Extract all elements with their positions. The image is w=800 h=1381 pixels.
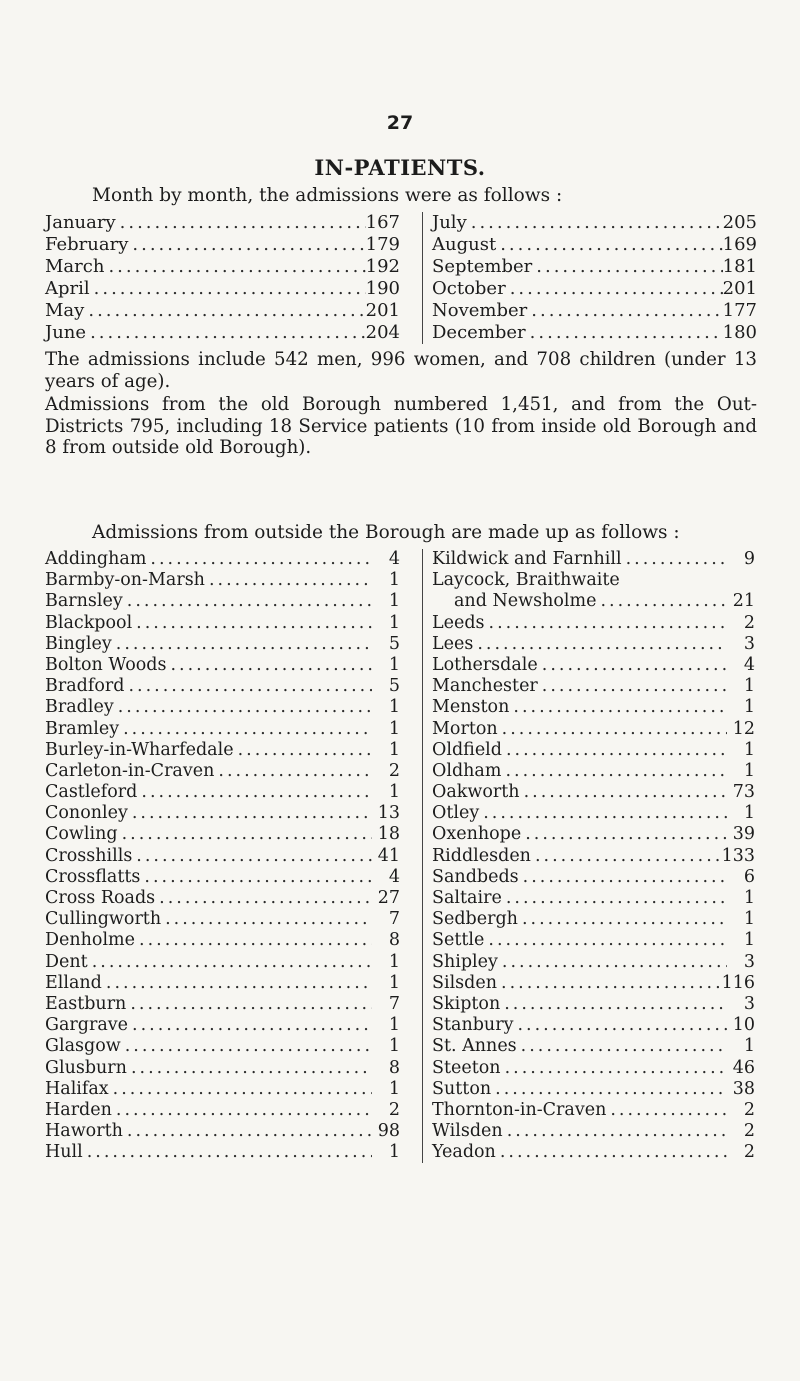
place-row-label: St. Annes (432, 1036, 517, 1057)
place-row-label: and Newsholme (454, 591, 597, 612)
leader-dots (538, 655, 727, 676)
leader-dots (532, 256, 722, 278)
place-row-label: Wilsden (432, 1121, 503, 1142)
place-row (432, 867, 755, 888)
place-row-label: Eastburn (45, 993, 127, 1014)
leader-dots (123, 1121, 372, 1142)
place-row (432, 824, 755, 845)
leader-dots (485, 613, 727, 634)
month-row-label: April (45, 278, 90, 299)
month-row-label: August (432, 234, 497, 255)
month-row (432, 278, 757, 300)
month-row-label: January (45, 212, 116, 233)
place-row (432, 740, 755, 761)
leader-dots (140, 867, 372, 888)
place-row (45, 973, 400, 994)
place-row-value: 1 (388, 718, 400, 739)
place-row (432, 613, 755, 634)
place-row-value: 2 (743, 1142, 755, 1163)
leader-dots (531, 846, 722, 867)
leader-dots (503, 1121, 727, 1142)
place-row (45, 761, 400, 782)
place-row-label: Crossflatts (45, 866, 141, 887)
month-row-label: November (432, 300, 528, 321)
leader-dots (166, 655, 372, 676)
place-row-label: Laycock, Braithwaite (432, 570, 620, 591)
place-row (45, 952, 400, 973)
place-row-label: Castleford (45, 782, 138, 803)
month-row (45, 300, 400, 322)
place-row-value: 13 (377, 803, 400, 824)
place-row (45, 676, 400, 697)
place-row-label: Elland (45, 972, 102, 993)
leader-dots (517, 1036, 727, 1057)
leader-dots (118, 824, 372, 845)
leader-dots (128, 803, 372, 824)
place-row (432, 973, 755, 994)
month-row (45, 256, 400, 278)
leader-dots (518, 909, 727, 930)
place-row-value: 6 (743, 866, 755, 887)
place-row (432, 1121, 755, 1142)
place-row-label: Bradley (45, 697, 114, 718)
place-row (45, 994, 400, 1015)
leader-dots (146, 549, 372, 570)
place-row-value: 3 (743, 951, 755, 972)
place-row-label: Bingley (45, 633, 112, 654)
place-row-value: 3 (743, 993, 755, 1014)
leader-dots (112, 1100, 372, 1121)
leader-dots (161, 909, 372, 930)
place-row-label: Barnsley (45, 591, 123, 612)
place-row-label: Oakworth (432, 782, 520, 803)
place-row-value: 1 (743, 1036, 755, 1057)
place-row-value: 18 (377, 824, 400, 845)
place-row-value: 1 (743, 739, 755, 760)
place-row (432, 1100, 755, 1121)
month-row-label: March (45, 256, 105, 277)
place-row (432, 634, 755, 655)
place-row-label: Kildwick and Farnhill (432, 549, 622, 569)
leader-dots (116, 212, 366, 234)
place-row (432, 591, 755, 612)
place-row-value: 1 (388, 739, 400, 760)
place-row-label: Denholme (45, 930, 136, 951)
place-row-label: Barmby-on-Marsh (45, 570, 205, 591)
place-row-value: 1 (388, 1015, 400, 1036)
place-row (432, 1058, 755, 1079)
place-row-value: 4 (388, 549, 400, 569)
month-row-value: 201 (365, 300, 400, 321)
month-row (45, 322, 400, 344)
place-row-value: 2 (743, 612, 755, 633)
leader-dots (84, 300, 365, 322)
place-row-value: 2 (743, 1121, 755, 1142)
place-row (45, 846, 400, 867)
leader-dots (155, 888, 372, 909)
leader-dots (479, 803, 727, 824)
leader-dots (112, 634, 372, 655)
month-row-label: October (432, 278, 506, 299)
place-row (45, 719, 400, 740)
place-row-label: Sandbeds (432, 866, 519, 887)
place-row-value: 1 (743, 760, 755, 781)
leader-dots (104, 256, 365, 278)
places-right-column (422, 549, 755, 1163)
month-row-label: December (432, 322, 526, 343)
leader-dots (467, 212, 723, 234)
month-row-value: 201 (722, 278, 757, 299)
place-row-value: 12 (732, 718, 755, 739)
leader-dots (509, 697, 727, 718)
place-row-value: 9 (743, 549, 755, 569)
place-row-value: 8 (388, 1057, 400, 1078)
place-row-value: 1 (388, 1142, 400, 1163)
leader-dots (90, 278, 366, 300)
leader-dots (88, 952, 372, 973)
place-row-value: 39 (732, 824, 755, 845)
place-row-label: Oldham (432, 760, 502, 781)
place-row-value: 1 (388, 972, 400, 993)
place-row (432, 888, 755, 909)
admissions-breakdown-paragraph: The admissions include 542 men, 996 women, and 708 children (under 13 years of age). (45, 349, 757, 392)
leader-dots (496, 1142, 727, 1163)
place-row (432, 761, 755, 782)
leader-dots (502, 888, 727, 909)
month-row-label: June (45, 322, 87, 343)
leader-dots (498, 952, 727, 973)
month-row (432, 322, 757, 344)
month-row (432, 234, 757, 256)
month-row (45, 212, 400, 234)
place-row-label: Addingham (45, 549, 147, 569)
place-row (45, 655, 400, 676)
leader-dots (119, 719, 372, 740)
leader-dots (205, 570, 372, 591)
place-row (432, 719, 755, 740)
leader-dots (132, 846, 372, 867)
place-row-value: 7 (388, 909, 400, 930)
place-row-label: Shipley (432, 951, 498, 972)
place-row-label: Cononley (45, 803, 128, 824)
place-row-label: Lothersdale (432, 654, 538, 675)
place-row (45, 1058, 400, 1079)
month-row (45, 234, 400, 256)
month-row-value: 179 (365, 234, 400, 255)
place-row-label: Halifax (45, 1078, 109, 1099)
leader-dots (502, 740, 727, 761)
place-row (45, 634, 400, 655)
place-row-value: 73 (732, 782, 755, 803)
place-row-value: 2 (743, 1099, 755, 1120)
leader-dots (109, 1079, 372, 1100)
place-row-value: 4 (743, 654, 755, 675)
places-left-column (45, 549, 400, 1163)
place-row-label: Bradford (45, 676, 125, 697)
page-title: IN-PATIENTS. (314, 155, 486, 180)
place-row (432, 570, 755, 591)
leader-dots (520, 782, 727, 803)
place-row-label: Steeton (432, 1057, 501, 1078)
place-row-value: 1 (743, 676, 755, 697)
leader-dots (521, 824, 727, 845)
place-row-value: 8 (388, 930, 400, 951)
place-row (45, 888, 400, 909)
place-row-value: 133 (721, 845, 755, 866)
place-row (45, 591, 400, 612)
month-row (45, 278, 400, 300)
place-row-value: 4 (388, 866, 400, 887)
place-row-value: 1 (388, 1078, 400, 1099)
place-row (45, 613, 400, 634)
leader-dots (124, 676, 372, 697)
place-row (432, 1142, 755, 1163)
place-row-value: 5 (388, 676, 400, 697)
place-row-label: Yeadon (432, 1142, 496, 1163)
place-row-label: Burley-in-Wharfedale (45, 739, 234, 760)
leader-dots (498, 719, 727, 740)
place-row-value: 1 (743, 697, 755, 718)
place-row (432, 1079, 755, 1100)
place-row (432, 676, 755, 697)
place-row-label: Lees (432, 633, 474, 654)
month-row-value: 204 (365, 322, 400, 343)
place-row-label: Riddlesden (432, 845, 531, 866)
place-row (45, 1036, 400, 1057)
leader-dots (128, 1015, 372, 1036)
place-row (45, 909, 400, 930)
place-row-label: Cross Roads (45, 888, 156, 908)
leader-dots (500, 994, 727, 1015)
place-row-value: 2 (388, 760, 400, 781)
month-row-value: 190 (365, 278, 400, 299)
place-row-value: 2 (388, 1099, 400, 1120)
place-row (432, 697, 755, 718)
place-row-value: 1 (388, 951, 400, 972)
place-row-label: Sutton (432, 1078, 492, 1099)
leader-dots (513, 1015, 727, 1036)
place-row-value: 27 (377, 888, 400, 908)
place-row (432, 930, 755, 951)
place-row-label: Settle (432, 930, 485, 951)
place-row-value: 1 (743, 909, 755, 930)
leader-dots (622, 549, 727, 570)
place-row-value: 1 (743, 888, 755, 908)
place-row (432, 803, 755, 824)
place-row (45, 867, 400, 888)
leader-dots (114, 697, 372, 718)
place-row (432, 994, 755, 1015)
place-row (432, 1015, 755, 1036)
leader-dots (519, 867, 727, 888)
leader-dots (538, 676, 727, 697)
leader-dots (102, 973, 372, 994)
place-row (432, 782, 755, 803)
place-row-value: 1 (388, 782, 400, 803)
place-row-label: Glusburn (45, 1057, 127, 1078)
place-row-value: 21 (732, 591, 755, 612)
leader-dots (526, 322, 723, 344)
place-row-value: 1 (743, 930, 755, 951)
place-row (432, 655, 755, 676)
month-row-value: 177 (722, 300, 757, 321)
place-row (45, 1100, 400, 1121)
place-row-label: Gargrave (45, 1015, 129, 1036)
leader-dots (137, 782, 372, 803)
place-row-label: Skipton (432, 993, 501, 1014)
place-row-value: 5 (388, 633, 400, 654)
place-row-label: Crosshills (45, 845, 133, 866)
month-row-label: July (432, 212, 467, 233)
leader-dots (527, 300, 722, 322)
leader-dots (497, 973, 722, 994)
leader-dots (496, 234, 722, 256)
place-row-value: 98 (377, 1121, 400, 1142)
month-row-value: 180 (722, 322, 757, 343)
place-row-label: Leeds (432, 612, 485, 633)
place-row (45, 570, 400, 591)
month-row-value: 167 (365, 212, 400, 233)
place-row-label: Hull (45, 1142, 83, 1163)
leader-dots (83, 1142, 372, 1163)
place-row-label: Bramley (45, 718, 120, 739)
leader-dots (126, 994, 372, 1015)
place-row (45, 549, 400, 570)
place-row-label: Haworth (45, 1121, 123, 1142)
leader-dots (121, 1036, 372, 1057)
leader-dots (606, 1100, 727, 1121)
page-number: 27 (386, 112, 414, 134)
months-left-column (45, 212, 400, 344)
leader-dots (132, 613, 372, 634)
place-row (45, 740, 400, 761)
place-row-label: Cullingworth (45, 909, 162, 930)
leader-dots (127, 1058, 372, 1079)
place-row (432, 549, 755, 570)
monthly-intro: Month by month, the admissions were as follows : (92, 185, 563, 206)
place-row-label: Menston (432, 697, 510, 718)
leader-dots (484, 930, 727, 951)
place-row-label: Thornton-in-Craven (432, 1099, 607, 1120)
place-row (45, 803, 400, 824)
place-row-label: Blackpool (45, 612, 133, 633)
place-row-value: 3 (743, 633, 755, 654)
month-row-value: 181 (722, 256, 757, 277)
month-row (432, 256, 757, 278)
place-row-label: Bolton Woods (45, 654, 167, 675)
leader-dots (86, 322, 366, 344)
place-row-value: 1 (388, 697, 400, 718)
place-row-value: 1 (388, 1036, 400, 1057)
leader-dots (128, 234, 365, 256)
place-row-label: Oldfield (432, 739, 502, 760)
place-row (45, 930, 400, 951)
place-row-value: 41 (377, 845, 400, 866)
leader-dots (501, 1058, 727, 1079)
place-row-label: Harden (45, 1099, 112, 1120)
place-row-value: 1 (388, 612, 400, 633)
place-row (45, 1142, 400, 1163)
place-row-value: 46 (732, 1057, 755, 1078)
place-row-label: Dent (45, 951, 88, 972)
place-row-label: Glasgow (45, 1036, 121, 1057)
place-row-value: 1 (388, 591, 400, 612)
month-row-label: February (45, 234, 129, 255)
place-row (432, 846, 755, 867)
place-row (45, 1015, 400, 1036)
place-row-label: Oxenhope (432, 824, 522, 845)
place-row-value: 1 (743, 803, 755, 824)
leader-dots (491, 1079, 727, 1100)
month-row-value: 169 (722, 234, 757, 255)
month-row-label: September (432, 256, 533, 277)
place-row-value: 1 (388, 570, 400, 591)
month-row-label: May (45, 300, 85, 321)
place-row-label: Sedbergh (432, 909, 518, 930)
place-row (432, 1036, 755, 1057)
place-row-label: Carleton-in-Craven (45, 760, 215, 781)
place-row-label: Stanbury (432, 1015, 514, 1036)
borough-admissions-paragraph: Admissions from the old Borough numbered 1,451, and from the Out-Districts 795, including 18 Service patients (10 from inside old Borough and 8 from outside old Borough). (45, 394, 757, 458)
place-row-label: Silsden (432, 972, 497, 993)
place-row-value: 38 (732, 1078, 755, 1099)
leader-dots (501, 761, 727, 782)
place-row-value: 116 (721, 972, 755, 993)
leader-dots (596, 591, 727, 612)
leader-dots (135, 930, 372, 951)
months-right-column (422, 212, 757, 344)
place-row (45, 697, 400, 718)
month-row-value: 192 (365, 256, 400, 277)
place-row (45, 1121, 400, 1142)
leader-dots (506, 278, 723, 300)
place-row (45, 1079, 400, 1100)
outside-borough-intro: Admissions from outside the Borough are made up as follows : (92, 522, 680, 543)
leader-dots (214, 761, 372, 782)
place-row (45, 782, 400, 803)
place-row-value: 7 (388, 993, 400, 1014)
leader-dots (234, 740, 372, 761)
month-row-value: 205 (722, 212, 757, 233)
month-row (432, 212, 757, 234)
place-row-label: Cowling (45, 824, 118, 845)
place-row (432, 909, 755, 930)
place-row (45, 824, 400, 845)
place-row-label: Otley (432, 803, 480, 824)
place-row-value: 10 (732, 1015, 755, 1036)
leader-dots (473, 634, 727, 655)
place-row (432, 952, 755, 973)
place-row-label: Manchester (432, 676, 538, 697)
place-row-label: Saltaire (432, 888, 502, 908)
place-row-label: Morton (432, 718, 498, 739)
month-row (432, 300, 757, 322)
place-row-value: 1 (388, 654, 400, 675)
leader-dots (123, 591, 372, 612)
